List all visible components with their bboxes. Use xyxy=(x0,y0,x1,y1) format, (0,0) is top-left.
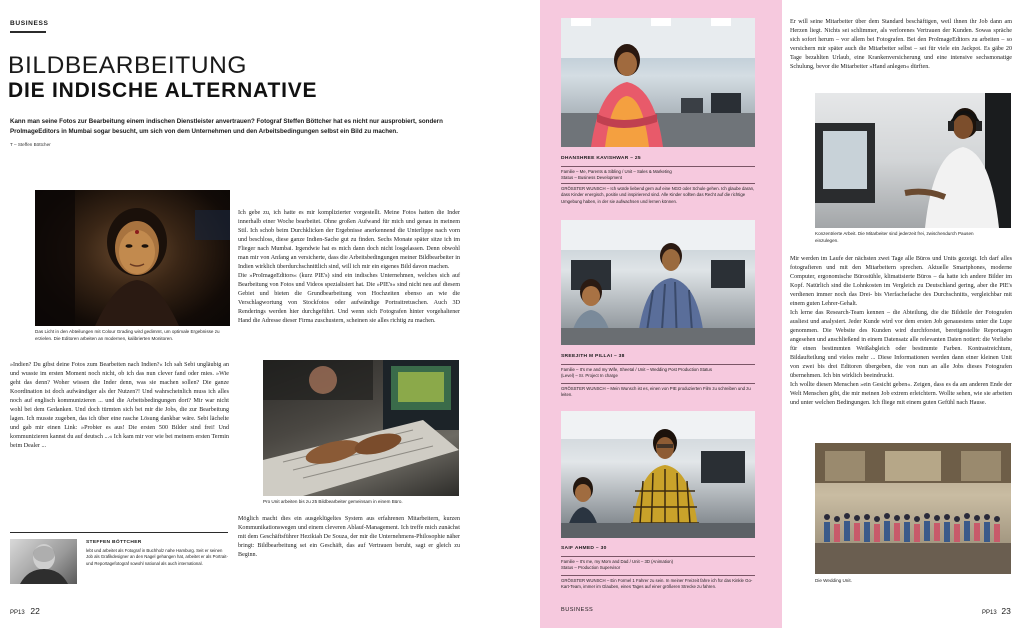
photo-headset-worker xyxy=(815,93,1011,228)
pink-section-label: BUSINESS xyxy=(561,607,594,613)
photo2-caption: Pro Unit arbeiten bis zu 25 Bildbearbeiter gemeinsam in einem Büro. xyxy=(263,499,403,504)
profile2-family: Familie – It's me and my Wife, Sheetal / Unit – Wedding Post Production Status xyxy=(561,367,712,372)
body-column-b-bottom: Möglich macht dies ein ausgeklügeltes System aus erfahrenen Mitarbeitern, kurzen Kommunikationswegen und einem cleveren Ablauf-Management. Ich treffe mich zunächst mit dem Geschäftsführer Hezikiah De Souza, der mir die Unternehmens-Philosophie näher bringt: Bildbearbeitung sei ein Geschäft, das auf Vertrauen beruht, sagt er gleich zu Beginn. xyxy=(238,516,460,558)
profile1-family: Familie – Me, Parents & Sibling / Unit – Sales & Marketing xyxy=(561,169,672,174)
section-rule xyxy=(10,31,46,33)
portrait-illustration xyxy=(35,190,230,326)
office-illustration-2 xyxy=(561,220,755,345)
profile1-rule-b xyxy=(561,183,755,184)
right-column-mid: Mir werden im Laufe der nächsten zwei Tage alle Büros und Units gezeigt. Ich darf alles fotografieren und mit den Mitarbeitern sprechen. Aktuelle Smartphones, moderne Computer, ergonomische Bürostühle, klimatisierte Büros – da hatte ich andere Bilder im Kopf. Natürlich sind die Lohnkosten im Vergleich zu Deutschland gering, aber die PIE's verdienen immer noch das Drei- bis Vierfachefache des Durchschnitts, vergleichbar mit einem guten Lehrer-Gehalt. Ich lerne das Research-Team kennen – die Abteilung, die die Bildstile der Fotografen ausliest und analysiert. Jeder Kunde wird vor dem ersten Job genauestens unter die Lupe genommen. Die Website des Kunden wird durchforstet, bereitgestellte Reportagen angesehen und anschließend in einem Datensatz alle relevanten Daten notiert: die Vorliebe für einen bestimmten Weißabgleich oder bestimmte Farben. Kontrastreichtum, Bildaufteilung und vieles mehr ... Diese Informationen werden dann einer kleinen Unit von zwei bis drei Editoren übergeben, die von nun an alle Jobs dieses Fotografen übernehmen. Ich bin wirklich beeindruckt. Ich wollte diesen Menschen »ein Gesicht geben«. Zeigen, dass es da am anderen Ende der Welt Menschen gibt, die mir meinen Job extrem erleichtern. Wollte sehen, wie sie arbeiten und unter welchen Bedingungen. Ich fliege mit einem guten Gefühl nach Hause. xyxy=(790,256,1012,406)
profile2-rule-a xyxy=(561,364,755,365)
photo-wedding-unit xyxy=(815,443,1011,574)
section-label: BUSINESS xyxy=(10,20,49,27)
profile1-name: DHANSHREE KAVISHWAR – 25 xyxy=(561,156,641,161)
profile2-name: SREEJITH M PILLAI – 38 xyxy=(561,354,625,359)
profile2-status: (Level) – Sr. Project In charge xyxy=(561,373,618,378)
right-photo1-caption: Konzentrierte Arbeit. Die Mitarbeiter sind jederzeit frei, zwischendurch Pausen einzulegen. xyxy=(815,231,974,243)
title-line-1: BILDBEARBEITUNG xyxy=(8,52,248,79)
profile3-status: Status – Production Supervisor xyxy=(561,565,621,570)
office-illustration-1 xyxy=(561,18,755,147)
profile1-wish: GRÖSSTER WUNSCH – Ich würde liebend gern auf eine NGO oder Schule gehen. Ich glaube daran, dass Kinder energisch, positiv und inspirierend sind. Alle Kinder sollten das Recht auf die richtige Umgebung haben, in der sie aufwachsen und lernen können. xyxy=(561,186,755,204)
left-folio xyxy=(10,606,40,616)
keyboard-illustration xyxy=(263,360,459,496)
profile1-rule-a xyxy=(561,166,755,167)
profile2-rule-b xyxy=(561,383,755,384)
headset-illustration xyxy=(815,93,1011,228)
photo1-caption: Das Licht in den Abteilungen mit Colour Grading wird gedimmt, um optimale Ergebnisse zu erzielen. Die Editoren arbeiten an modernen, kalibrierten Monitoren. xyxy=(35,329,220,341)
title-line-2: DIE INDISCHE ALTERNATIVE xyxy=(8,79,318,102)
body-column-b-top: Ich gebe zu, ich hatte es mir komplizierter vorgestellt. Meine Fotos hatten die Inder innerhalb einer Woche bearbeitet. Ohne großen Aufwand für mich und genau in meinem Stil. Ich schob beim Durchklicken der Ergebnisse anerkennend die Unterlippe nach vorn und beschloss, diese ganze Indien-Sache gut zu finden. Sechs Monate später sitze ich im Flieger nach Mumbai. Irgendwie hat es mich dann doch nicht losgelassen. Denn obwohl man mir von Anfang an versicherte, dass die Arbeitsbedingungen meiner Bildbearbeiter in Indien wirklich überdurchschnittlich sind, will ich mir ein eigenes Bild davon machen. Die »ProImageEditors« (kurz PIE's) sind ein indisches Unternehmen, welches sich auf Bearbeitung von Fotos und Videos spezialisiert hat. Die »PIE's« sind nicht neu auf diesem Gebiet und bieten die Grundbearbeitung von Hochzeiten ebenso an wie die Verschlagwortung von Stockfotos oder aufwändige Portraitretuschen. Auch 3D Renderings werden hier durchgeführt. Und wenn sich Fotografen hinter vorgehaltener Hand die Adresse dieser Firma zuschustern, scheinen sie alles richtig zu machen. xyxy=(238,210,460,324)
profile3-rule-a xyxy=(561,556,755,557)
office-illustration-3 xyxy=(561,411,755,538)
profile1-status: Status – Business Development xyxy=(561,175,622,180)
right-folio-label: PP13 xyxy=(982,610,997,616)
left-folio-label: PP13 xyxy=(10,610,25,616)
group-illustration xyxy=(815,443,1011,574)
author-bio: lebt und arbeitet als Fotograf in Buchholz nahe Hamburg. Seit er seinen Job als Grafikdesigner an den Nagel gehangen hat, arbeitet er als Portrait- und Reportagefotograf sowohl national als auch international. xyxy=(86,548,228,566)
right-column-top: Er will seine Mitarbeiter über dem Standard beschäftigen, weil ihnen ihr Job dann am Herzen liegt. Nichts sei schlimmer, als verlorenes Vertrauen der Kunden. Sowas spräche sich sofort herum – vor allem bei Fotografen. Bei den ProImageEditors zu arbeiten – so versichern mir später auch die Mitarbeiter selbst – sei für viele ein Jackpot. Es gäbe 20 Tage bezahlten Urlaub, eine Krankenversicherung und eine intensive sechsmonatige Schulung, bevor die Mitarbeiter »Hand anlegen« dürften. xyxy=(790,19,1012,70)
right-page-number: 23 xyxy=(1001,606,1011,616)
profile3-name: SAIF AHMED – 30 xyxy=(561,546,607,551)
right-folio xyxy=(982,606,1011,616)
photo-woman-portrait xyxy=(35,190,230,326)
profile2-wish: GRÖSSTER WUNSCH – Mein Wunsch ist es, einen von PIE produzierten Film zu schreiben und zu leiten. xyxy=(561,386,751,398)
body-column-a: »Indien? Du gibst deine Fotos zum Bearbeiten nach Indien?« Ich sah Sebi ungläubig an und wusste im ersten Moment noch nicht, ob ich das nun clever fand oder mies. »Wie geht das denn? Woher wissen die Inder denn, was sie machen sollen? Die ganze Koordination ist doch aufwändiger als der Nutzen?! Und wahrscheinlich muss ich alles noch auf englisch kommunizieren ... und die Arbeitsbedingungen dort? Mir war nicht wohl bei dem Gedanken. Und doch türmten sich bei mir die Jobs, die zur Bearbeitung lagen. Ich musste zugeben, das ich über eine rasche Lösung dankbar wäre. Sebi lächelte und gab mir einen Link: »Probier es aus! Die ersten 500 Bilder sind frei! Und kommunizieren kannst du auf deutsch ...« Ich kam mir vor wie bei meinem ersten Termin beim Dealer ... xyxy=(10,362,229,449)
profile3-wish: GRÖSSTER WUNSCH – Ein Formel 1 Fahrer zu sein. In meiner Freizeit fahre ich für das Kinkle Go-Kart-Team, immer im Glauben, eines Tages auf einer größeren Strecke zu fahren. xyxy=(561,578,753,590)
right-photo2-caption: Die Wedding Unit. xyxy=(815,578,852,583)
author-name: STEFFEN BÖTTCHER xyxy=(86,540,142,545)
author-rule xyxy=(10,532,228,533)
left-page-number: 22 xyxy=(30,606,40,616)
credit: T – Steffen Böttcher xyxy=(10,142,51,147)
author-illustration xyxy=(10,539,77,584)
profile3-family: Familie – It's me, my Mom and Dad / Unit – 3D (Animation) xyxy=(561,559,674,564)
intro-text: Kann man seine Fotos zur Bearbeitung einem indischen Dienstleister anvertrauen? Fotograf Steffen Böttcher hat es nicht nur ausprobiert, sondern ProImageEditors in Mumbai sogar besucht, um sich von dem Unternehmen und den Arbeitsbedingungen selbst ein Bild zu machen. xyxy=(10,118,443,135)
profile-photo-saif xyxy=(561,411,755,538)
profile3-rule-b xyxy=(561,575,755,576)
profile-photo-dhanshree xyxy=(561,18,755,147)
photo-keyboard-hands xyxy=(263,360,459,496)
profile-photo-sreejith xyxy=(561,220,755,345)
author-photo xyxy=(10,539,77,584)
